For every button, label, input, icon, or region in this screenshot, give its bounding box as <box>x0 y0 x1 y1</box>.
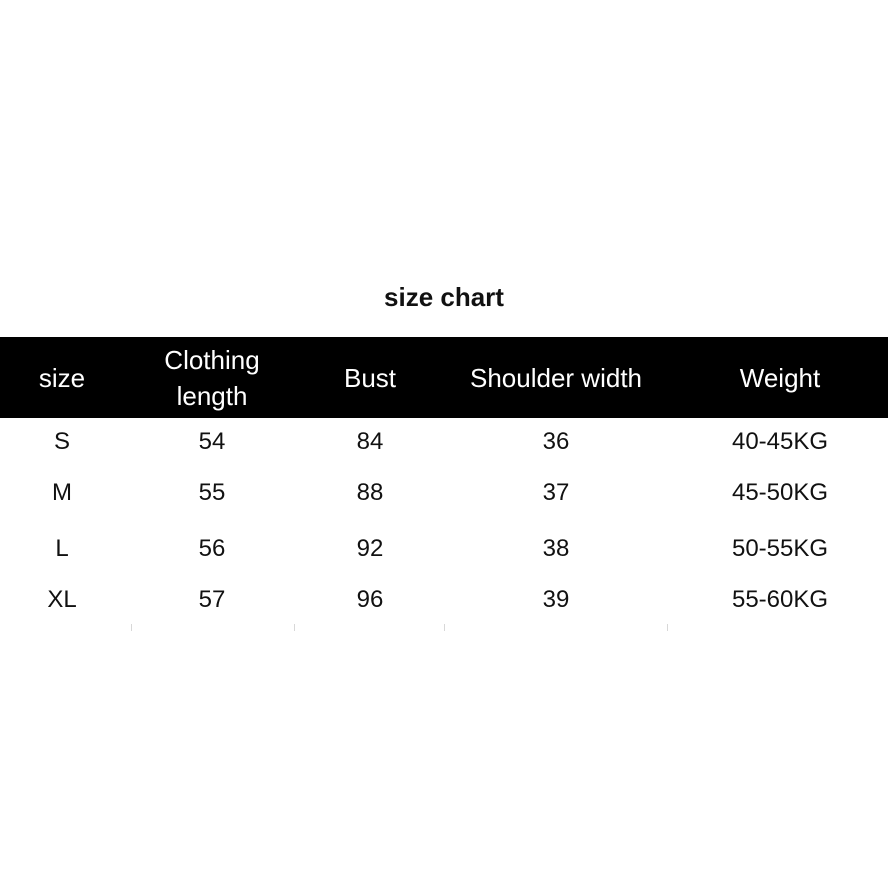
size-chart-title: size chart <box>384 282 504 312</box>
cell-weight: 50-55KG <box>731 535 829 562</box>
table-row <box>0 580 888 620</box>
cell-weight: 45-50KG <box>731 479 829 506</box>
cell-bust: 96 <box>356 586 384 613</box>
cell-shoulder-width: 38 <box>542 535 570 562</box>
cell-bust: 92 <box>356 535 384 562</box>
cell-clothing-length: 57 <box>198 586 226 613</box>
cell-bust: 84 <box>356 428 384 455</box>
header-bust: Bust <box>343 362 397 393</box>
cell-clothing-length: 55 <box>198 479 226 506</box>
cell-weight: 55-60KG <box>731 586 829 613</box>
cell-shoulder-width: 39 <box>542 586 570 613</box>
cell-size: M <box>52 479 72 506</box>
cell-bust: 88 <box>356 479 384 506</box>
table-row <box>0 473 888 513</box>
cell-shoulder-width: 36 <box>542 428 570 455</box>
header-weight: Weight <box>739 362 821 393</box>
table-header <box>0 337 888 418</box>
column-divider <box>131 624 132 631</box>
cell-size: L <box>55 535 69 562</box>
cell-shoulder-width: 37 <box>542 479 570 506</box>
cell-size: XL <box>47 586 77 613</box>
cell-weight: 40-45KG <box>731 428 829 455</box>
cell-size: S <box>53 428 71 455</box>
cell-clothing-length: 56 <box>198 535 226 562</box>
cell-clothing-length: 54 <box>198 428 226 455</box>
column-divider <box>294 624 295 631</box>
column-divider <box>667 624 668 631</box>
table-row <box>0 529 888 569</box>
table-row <box>0 422 888 462</box>
header-shoulder-width: Shoulder width <box>470 362 642 393</box>
column-divider <box>444 624 445 631</box>
header-clothing-length: Clothing length <box>164 344 260 411</box>
header-size: size <box>38 362 86 393</box>
